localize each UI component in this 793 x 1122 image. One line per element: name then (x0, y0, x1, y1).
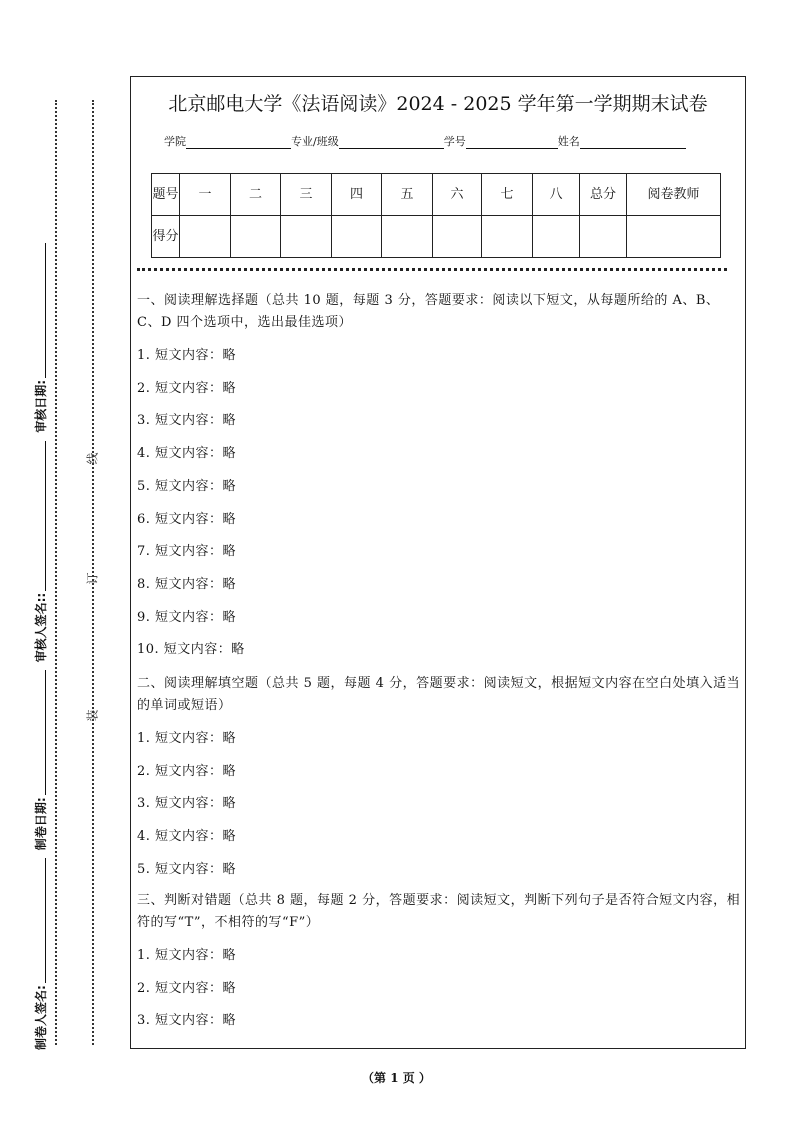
column-header: 阅卷教师 (627, 174, 721, 216)
question-item: 2. 短文内容：略 (137, 380, 237, 396)
major-label: 专业/班级 (291, 135, 339, 148)
table-row (152, 216, 721, 258)
question-item: 1. 短文内容：略 (137, 731, 237, 746)
column-header: 五 (382, 174, 433, 216)
student-id-field[interactable] (466, 136, 558, 149)
question-item: 9. 短文内容：略 (137, 609, 237, 625)
score-cell[interactable] (180, 216, 231, 258)
review-date-label: 审核日期: (33, 379, 48, 433)
dotted-binding-line (55, 100, 57, 1045)
question-item: 3. 短文内容：略 (137, 796, 237, 812)
exam-frame (130, 76, 746, 1049)
question-item: 4. 短文内容：略 (137, 446, 237, 462)
section-heading: 二、阅读理解填空题（总共 5 题，每题 4 分，答题要求：阅读短文，根据短文内容在空白处填入适当的单词或短语） (137, 676, 741, 713)
question-item: 2. 短文内容：略 (137, 980, 237, 996)
make-date-field[interactable] (35, 670, 46, 795)
binding-char: 装 (85, 709, 100, 722)
maker-signature-field[interactable] (35, 858, 46, 983)
question-item: 4. 短文内容：略 (137, 829, 237, 845)
binding-char: 订 (85, 572, 100, 585)
page-title: 北京邮电大学《法语阅读》2024 - 2025 学年第一学期期末试卷 (168, 93, 708, 115)
column-header: 七 (482, 174, 533, 216)
student-info (164, 133, 686, 149)
signature-margin (30, 90, 50, 1050)
score-cell[interactable] (382, 216, 433, 258)
reviewer-signature-label: 审核人签名:: (33, 592, 48, 663)
name-label: 姓名 (557, 135, 580, 148)
question-item: 6. 短文内容：略 (137, 511, 237, 527)
score-cell[interactable] (332, 216, 382, 258)
question-item: 8. 短文内容：略 (137, 576, 237, 592)
score-cell[interactable] (231, 216, 281, 258)
question-item: 3. 短文内容：略 (137, 1013, 237, 1029)
dotted-divider (137, 268, 727, 271)
score-cell[interactable] (627, 216, 721, 258)
score-cell[interactable] (482, 216, 533, 258)
page-number: （第 1 页 ） (362, 1071, 431, 1085)
row-header: 得分 (152, 216, 180, 258)
maker-signature-label: 制卷人签名: (33, 985, 48, 1050)
section-heading: 三、判断对错题（总共 8 题，每题 2 分，答题要求：阅读短文，判断下列句子是否符合短文内容，相符的写“T”，不相符的写“F”） (137, 893, 741, 930)
column-header: 六 (433, 174, 482, 216)
column-header: 三 (281, 174, 332, 216)
question-item: 2. 短文内容：略 (137, 763, 237, 779)
college-field[interactable] (186, 136, 291, 149)
score-cell[interactable] (580, 216, 627, 258)
reviewer-signature-field[interactable] (35, 441, 46, 591)
question-item: 1. 短文内容：略 (137, 948, 237, 963)
major-field[interactable] (339, 136, 444, 149)
score-table (151, 173, 721, 258)
column-header: 总分 (580, 174, 627, 216)
question-item: 5. 短文内容：略 (137, 861, 237, 877)
question-item: 7. 短文内容：略 (137, 544, 237, 560)
binding-char: 线 (85, 452, 100, 465)
college-label: 学院 (164, 135, 186, 148)
column-header: 二 (231, 174, 281, 216)
review-date-field[interactable] (35, 243, 46, 378)
table-row (152, 174, 721, 216)
name-field[interactable] (580, 136, 686, 149)
section-heading: 一、阅读理解选择题（总共 10 题，每题 3 分，答题要求：阅读以下短文，从每题所给的 A、B、C、D 四个选项中，选出最佳选项） (137, 293, 720, 330)
make-date-label: 制卷日期: (33, 797, 48, 851)
question-item: 3. 短文内容：略 (137, 413, 237, 429)
student-id-label: 学号 (443, 135, 466, 148)
column-header: 四 (332, 174, 382, 216)
score-cell[interactable] (281, 216, 332, 258)
question-item: 5. 短文内容：略 (137, 478, 237, 494)
question-item: 10. 短文内容：略 (137, 642, 245, 658)
question-item: 1. 短文内容：略 (137, 348, 237, 363)
row-header: 题号 (152, 174, 180, 216)
score-cell[interactable] (433, 216, 482, 258)
column-header: 一 (180, 174, 231, 216)
score-cell[interactable] (533, 216, 580, 258)
column-header: 八 (533, 174, 580, 216)
